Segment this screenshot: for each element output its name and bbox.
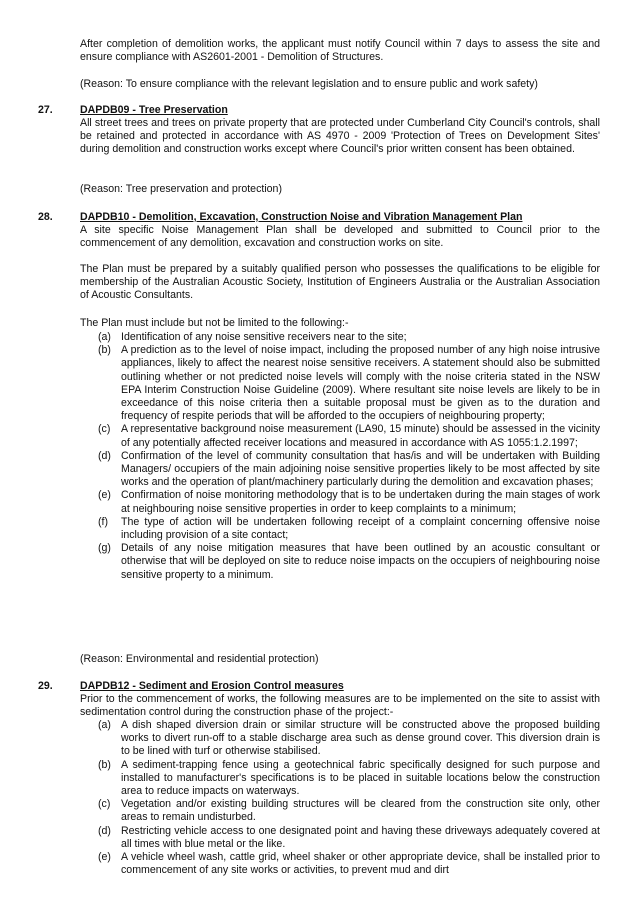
- list-item: (e) A vehicle wheel wash, cattle grid, wheel shaker or other appropriate device, shall be installed prior to commencement of any site works or activities, to prevent mud and dirt: [98, 851, 600, 877]
- paragraph-notify-council: After completion of demolition works, the applicant must notify Council within 7 days to assess the site and ensure compliance with AS2601-2001 - Demolition of Structures.: [80, 38, 600, 64]
- list-item: (c) Vegetation and/or existing building structures will be cleared from the construction site only, other areas to remain undisturbed.: [98, 798, 600, 824]
- reason-tree: (Reason: Tree preservation and protection): [80, 183, 282, 195]
- reason-compliance: (Reason: To ensure compliance with the relevant legislation and to ensure public and work safety): [80, 78, 538, 90]
- list-intro-noise: The Plan must include but not be limited to the following:-: [80, 317, 349, 329]
- list-item: (a) A dish shaped diversion drain or similar structure will be constructed above the proposed building works to divert run-off to a stable discharge area such as dense ground cover. This diversion drain is to be lined with turf or otherwise stabilised.: [98, 719, 600, 758]
- noise-plan-list: [80, 331, 600, 582]
- reason-environmental: (Reason: Environmental and residential protection): [80, 653, 319, 665]
- condition-number-29: 29.: [38, 680, 53, 692]
- list-item: (d) Restricting vehicle access to one designated point and having these driveways adequately covered at all times with blue metal or the like.: [98, 824, 600, 850]
- condition-title-28: DAPDB10 - Demolition, Excavation, Construction Noise and Vibration Management Plan: [80, 211, 523, 223]
- paragraph-qualified-person: The Plan must be prepared by a suitably qualified person who possesses the qualifications to be eligible for membership of the Australian Acoustic Society, Institution of Engineers Australia or the Australian Association of Acoustic Consultants.: [80, 263, 600, 302]
- list-item: (g) Details of any noise mitigation measures that have been outlined by an acoustic consultant or otherwise that will be deployed on site to reduce noise impacts on the occupiers of neighbouring noise sensitive property to a minimum.: [98, 542, 600, 581]
- paragraph-noise-plan: A site specific Noise Management Plan shall be developed and submitted to Council prior to the commencement of any demolition, excavation and construction works on site.: [80, 224, 600, 250]
- list-item: (e) Confirmation of noise monitoring methodology that is to be undertaken during the main stages of work at neighbouring noise sensitive properties in order to keep complaints to a minimum;: [98, 489, 600, 515]
- list-item: (c) A representative background noise measurement (LA90, 15 minute) should be assessed in the vicinity of any potentially affected receiver locations and measured in accordance with AS 1055:1.2.1997;: [98, 423, 600, 449]
- paragraph-tree-preservation: All street trees and trees on private property that are protected under Cumberland City Council's controls, shall be retained and protected in accordance with AS 4970 - 2009 'Protection of Trees on Development Sites' during demolition and construction works except where Council's prior written consent has been obtained.: [80, 117, 600, 156]
- condition-title-27: DAPDB09 - Tree Preservation: [80, 104, 228, 116]
- sediment-control-list: [80, 719, 600, 877]
- condition-number-28: 28.: [38, 211, 53, 223]
- list-item: (f) The type of action will be undertaken following receipt of a complaint concerning offensive noise including provision of a site contact;: [98, 515, 600, 542]
- list-item: (b) A prediction as to the level of noise impact, including the proposed number of any high noise intrusive appliances, likely to affect the nearest noise sensitive receivers. A statement should also be submitted outlining whether or not predicted noise levels will comply with the noise criteria stated in the NSW EPA Interim Construction Noise Guideline (2009). Where resultant site noise levels are likely to be in exceedance of this noise criteria then a suitable proposal must be given as to the duration and frequency of respite periods that will be afforded to the occupiers of neighbouring property;: [98, 344, 600, 423]
- condition-number-27: 27.: [38, 104, 53, 116]
- paragraph-sediment-intro: Prior to the commencement of works, the following measures are to be implemented on the site to assist with sedimentation control during the construction phase of the project:-: [80, 693, 600, 719]
- list-item: (a) Identification of any noise sensitive receivers near to the site;: [98, 331, 407, 343]
- list-item: (b) A sediment-trapping fence using a geotechnical fabric specifically designed for such purpose and installed to manufacturer's specifications is to be placed in suitable locations below the construction area to reduce impacts on waterways.: [98, 758, 600, 798]
- list-item: (d) Confirmation of the level of community consultation that has/is and will be undertaken with Building Managers/ occupiers of the main adjoining noise sensitive properties likely to be most affected by site works and the operation of plant/machinery particularly during the demolition and excavation phases;: [98, 449, 600, 489]
- condition-title-29: DAPDB12 - Sediment and Erosion Control measures: [80, 680, 344, 692]
